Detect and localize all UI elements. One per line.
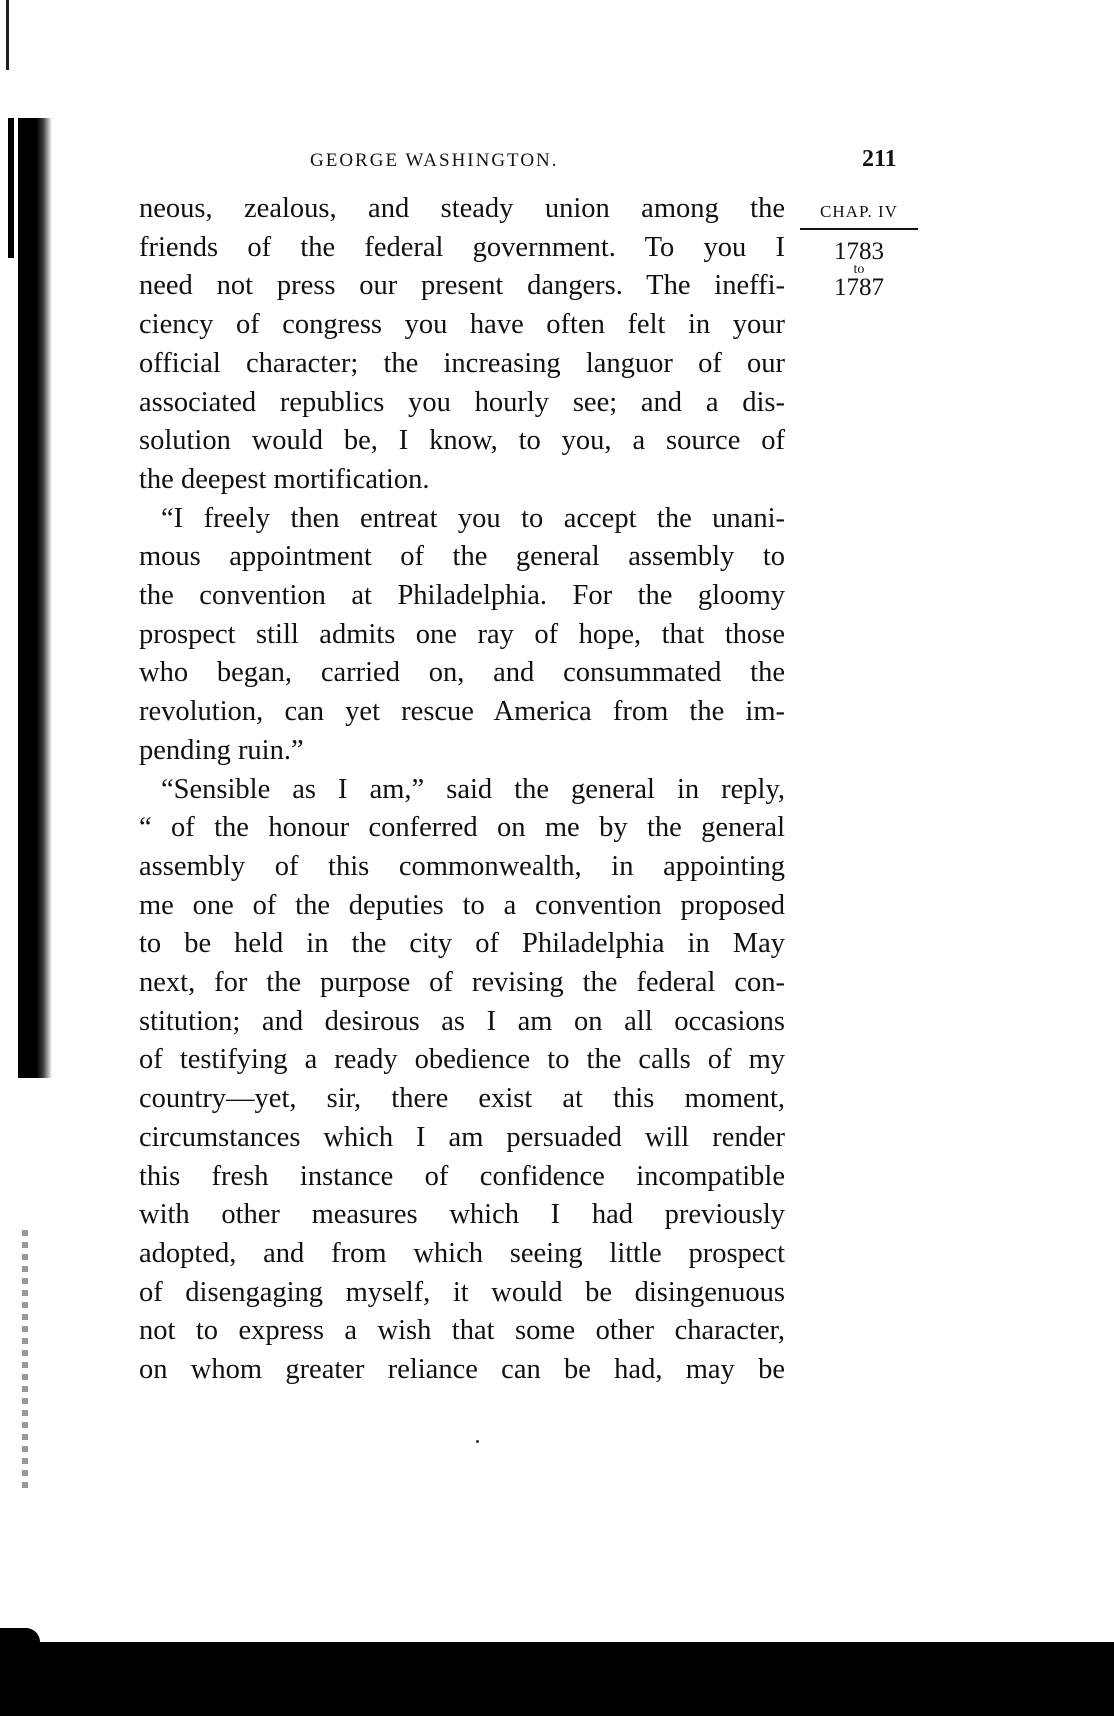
chapter-label: CHAP. IV <box>800 202 918 230</box>
text-line: associated republics you hourly see; and a dis- <box>139 386 785 418</box>
scan-edge-fragment <box>22 1230 28 1490</box>
text-line: me one of the deputies to a convention proposed <box>139 889 785 921</box>
text-line: the deepest mortification. <box>139 463 430 495</box>
scan-edge-mark <box>6 0 9 70</box>
scan-edge-left-thin <box>8 118 14 258</box>
text-line: neous, zealous, and steady union among the <box>139 193 785 224</box>
text-line: to be held in the city of Philadelphia in May <box>139 928 785 960</box>
text-line: this fresh instance of confidence incompatible <box>139 1160 785 1192</box>
text-line: not to express a wish that some other character, <box>139 1315 785 1347</box>
body-text <box>139 190 785 1390</box>
text-line: assembly of this commonwealth, in appointing <box>139 850 785 882</box>
text-line: who began, carried on, and consummated the <box>139 657 785 689</box>
running-head: GEORGE WASHINGTON. <box>310 150 559 171</box>
year-end: 1787 <box>834 274 884 301</box>
text-line: adopted, and from which seeing little prospect <box>139 1237 785 1269</box>
text-line: solution would be, I know, to you, a source of <box>139 425 785 457</box>
text-line: circumstances which I am persuaded will render <box>139 1121 785 1153</box>
scan-edge-left <box>18 118 52 1078</box>
text-line: ciency of congress you have often felt in your <box>139 309 785 341</box>
scan-speck <box>476 1440 479 1443</box>
text-line: need not press our present dangers. The ineffi- <box>139 270 785 302</box>
text-line: official character; the increasing languor of our <box>139 347 785 379</box>
scan-edge-bottom <box>0 1642 1114 1716</box>
text-line: “Sensible as I am,” said the general in reply, <box>161 773 785 805</box>
text-line: pending ruin.” <box>139 734 304 766</box>
text-line: of disengaging myself, it would be disingenuous <box>139 1276 785 1308</box>
text-line: country—yet, sir, there exist at this moment, <box>139 1083 785 1115</box>
text-line: stitution; and desirous as I am on all occasions <box>139 1005 785 1037</box>
year-to: to <box>853 262 865 277</box>
text-line: next, for the purpose of revising the federal con- <box>139 967 785 999</box>
margin-note <box>800 202 918 300</box>
text-line: the convention at Philadelphia. For the gloomy <box>139 580 785 612</box>
year-start: 1783 <box>834 238 884 265</box>
page-number: 211 <box>862 146 897 172</box>
text-line: of testifying a ready obedience to the calls of my <box>139 1044 785 1076</box>
text-line: “I freely then entreat you to accept the unani- <box>161 502 785 534</box>
text-line: “ of the honour conferred on me by the general <box>139 812 785 844</box>
text-line: revolution, can yet rescue America from the im- <box>139 696 785 728</box>
text-line: on whom greater reliance can be had, may be <box>139 1354 785 1386</box>
text-line: friends of the federal government. To you I <box>139 231 785 263</box>
text-line: mous appointment of the general assembly to <box>139 541 785 573</box>
text-line: prospect still admits one ray of hope, that those <box>139 618 785 650</box>
text-line: with other measures which I had previously <box>139 1199 785 1231</box>
